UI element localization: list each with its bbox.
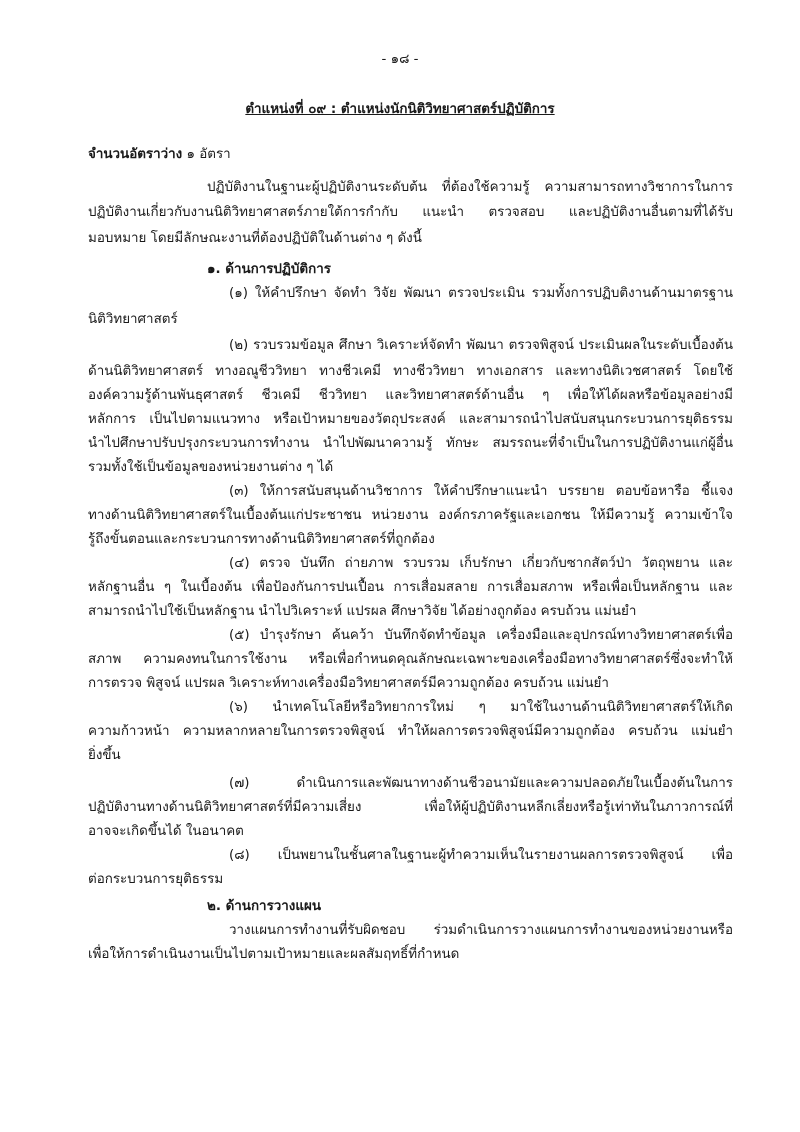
- item-line: ต่อกระบวนการยุติธรรม: [88, 872, 224, 887]
- item-line: (๑) ให้คำปรึกษา จัดทำ วิจัย พัฒนา ตรวจประเมิน รวมทั้งการปฏิบติงานด้านมาตรฐาน: [229, 286, 733, 301]
- item-line: หลักการ เป็นไปตามแนวทาง หรือเป้าหมายของวัตถุประสงค์ และสามารถนำไปสนับสนุนกระบวนการยุติธรรม: [88, 412, 733, 427]
- section1-heading: ๑. ด้านการปฏิบัติการ: [207, 262, 331, 277]
- item-line: หลักฐานอื่น ๆ ในเบื้องต้น เพื่อป้องกันการปนเปื้อน การเสื่อมสลาย การเสื่อมสภาพ หรือเพื่อเป็นหลักฐาน และ: [88, 580, 733, 595]
- section2-heading: ๒. ด้านการวางแผน: [207, 899, 321, 914]
- item-line: รวมทั้งใช้เป็นข้อมูลของหน่วยงานต่าง ๆ ได้: [88, 460, 334, 475]
- item-line: สามารถนำไปใช้เป็นหลักฐาน นำไปวิเคราะห์ แปรผล ศึกษาวิจัย ได้อย่างถูกต้อง ครบถ้วน แม่นยำ: [88, 604, 637, 619]
- position-title: ตำแหน่งที่ ๐๙ : ตำแหน่งนักนิติวิทยาศาสตร์ปฏิบัติการ: [245, 102, 555, 117]
- item-line: สภาพ ความคงทนในการใช้งาน หรือเพื่อกำหนดคุณลักษณะเฉพาะของเครื่องมือทางวิทยาศาสตร์ซึ่งจะทำให้: [88, 652, 733, 667]
- item-line: (๔) ตรวจ บันทึก ถ่ายภาพ รวบรวม เก็บรักษา เกี่ยวกับซากสัตว์ป่า วัตถุพยาน และ: [229, 556, 733, 571]
- item-line: องค์ความรู้ด้านพันธุศาสตร์ ชีวเคมี ชีววิทยา และวิทยาศาสตร์ด้านอื่น ๆ เพื่อให้ได้ผลหรือข้อมูลอย่างมี: [88, 388, 733, 403]
- item-line: นำไปศึกษาปรับปรุงกระบวนการทำงาน นำไปพัฒนาความรู้ ทักษะ สมรรถนะที่จำเป็นในการปฏิบัติงานแก่ผู้อื่น: [88, 436, 733, 451]
- vacancy-line: [88, 144, 231, 166]
- item-line: ทางด้านนิติวิทยาศาสตร์ในเบื้องต้นแก่ประชาชน หน่วยงาน องค์กรภาครัฐและเอกชน ให้มีความรู้ ความเข้าใจ: [88, 508, 733, 523]
- item-line: รู้ถึงขั้นตอนและกระบวนการทางด้านนิติวิทยาศาสตร์ที่ถูกต้อง: [88, 532, 435, 547]
- vacancy-value: ๑ อัตรา: [186, 147, 231, 162]
- page-number: - ๑๘ -: [381, 52, 419, 67]
- item-line: (๓) ให้การสนับสนุนด้านวิชาการ ให้คำปรึกษาแนะนำ บรรยาย ตอบข้อหารือ ชี้แจง: [229, 484, 733, 499]
- vacancy-label: จำนวนอัตราว่าง: [88, 147, 183, 162]
- item-line: อาจจะเกิดขึ้นได้ ในอนาคต: [88, 824, 244, 839]
- item-line: (๕) บำรุงรักษา ค้นคว้า บันทึกจัดทำข้อมูล เครื่องมือและอุปกรณ์ทางวิทยาศาสตร์เพื่อ: [229, 628, 733, 643]
- item-line: (๒) รวบรวมข้อมูล ศึกษา วิเคราะห์จัดทำ พัฒนา ตรวจพิสูจน์ ประเมินผลในระดับเบื้องต้น: [229, 338, 733, 353]
- item-line: ปฏิบัติงานทางด้านนิติวิทยาศาสตร์ที่มีความเสี่ยง เพื่อให้ผู้ปฏิบัติงานหลีกเลี่ยงหรือรู้เท่าทันในภาวการณ์ที่: [88, 800, 733, 815]
- intro-line: ปฏิบัติงานในฐานะผู้ปฏิบัติงานระดับต้น ที่ต้องใช้ความรู้ ความสามารถทางวิชาการในการ: [207, 180, 733, 195]
- intro-line: ปฏิบัติงานเกี่ยวกับงานนิติวิทยาศาสตร์ภายใต้การกำกับ แนะนำ ตรวจสอบ และปฏิบัติงานอื่นตามที่ได้รับ: [88, 205, 733, 220]
- position-title-wrap: [0, 99, 800, 121]
- item-line: ยิ่งขึ้น: [88, 748, 121, 763]
- section2-line: เพื่อให้การดำเนินงานเป็นไปตามเป้าหมายและผลสัมฤทธิ์ที่กำหนด: [88, 947, 460, 962]
- item-line: การตรวจ พิสูจน์ แปรผล วิเคราะห์ทางเครื่องมือวิทยาศาสตร์มีความถูกต้อง ครบถ้วน แม่นยำ: [88, 676, 609, 691]
- item-line: (๘) เป็นพยานในชั้นศาลในฐานะผู้ทำความเห็นในรายงานผลการตรวจพิสูจน์ เพื่อ: [229, 848, 733, 863]
- section2-line: วางแผนการทำงานที่รับผิดชอบ ร่วมดำเนินการวางแผนการทำงานของหน่วยงานหรือ: [229, 923, 733, 938]
- item-line: ความก้าวหน้า ความหลากหลายในการตรวจพิสูจน์ ทำให้ผลการตรวจพิสูจน์มีความถูกต้อง ครบถ้วน แม่นยำ: [88, 724, 733, 739]
- item-line: (๗) ดำเนินการและพัฒนาทางด้านชีวอนามัยและความปลอดภัยในเบื้องต้นในการ: [229, 776, 733, 791]
- item-line: (๖) นำเทคโนโลยีหรือวิทยาการใหม่ ๆ มาใช้ในงานด้านนิติวิทยาศาสตร์ให้เกิด: [229, 700, 733, 715]
- intro-line: มอบหมาย โดยมีลักษณะงานที่ต้องปฏิบัติในด้านต่าง ๆ ดังนี้: [88, 231, 422, 246]
- item-line: ด้านนิติวิทยาศาสตร์ ทางอณูชีววิทยา ทางชีวเคมี ทางชีววิทยา ทางเอกสาร และทางนิติเวชศาสตร์ โดยใช้: [88, 364, 733, 379]
- item-line: นิติวิทยาศาสตร์: [88, 312, 178, 327]
